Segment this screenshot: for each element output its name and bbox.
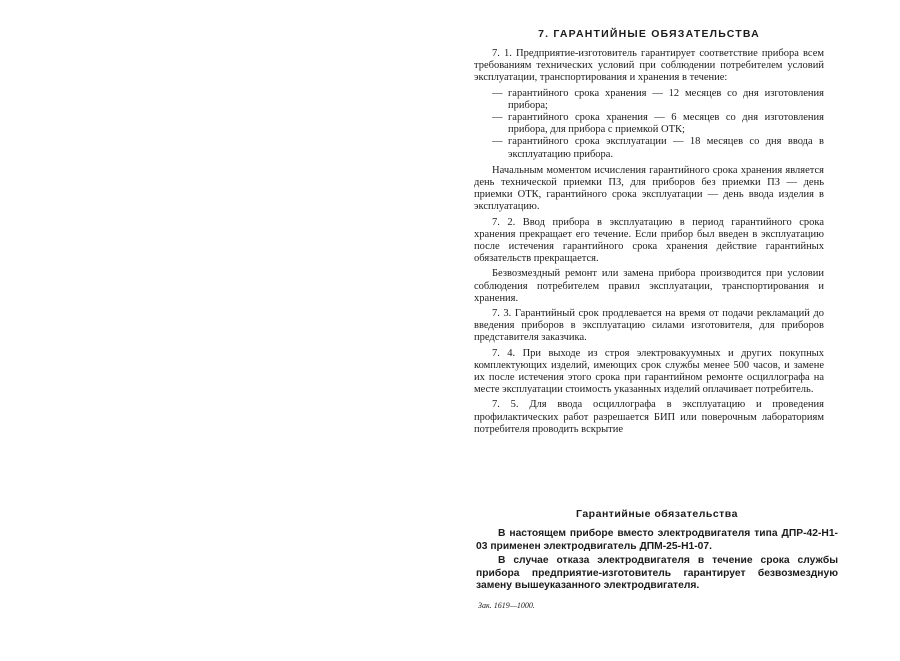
paragraph-start-moment: Начальным моментом исчисления гарантийного срока хранения является день технической приемки ПЗ, для приборов без приемки ПЗ — день приемки ОТК, гарантийного срока эксплуатации — день ввода изделия в эксплуатацию. — [474, 164, 824, 213]
dash: — — [492, 112, 503, 124]
list-item — [474, 136, 824, 160]
paragraph-7-2: 7. 2. Ввод прибора в эксплуатацию в период гарантийного срока хранения прекращает его течение. Если прибор был введен в эксплуатацию после истечения гарантийного срока хранения действие гарантийных обязательств прекращается. — [474, 216, 824, 265]
list-item-text: гарантийного срока хранения — 6 месяцев со дня изготовления прибора, для прибора с приемкой ОТК; — [508, 112, 824, 136]
list-item — [474, 112, 824, 136]
list-item — [474, 88, 824, 112]
paragraph-7-3: 7. 3. Гарантийный срок продлевается на время от подачи рекламаций до введения приборов в эксплуатацию силами изготовителя, для приборов представителя заказчика. — [474, 308, 824, 344]
insert-paragraph-1: В настоящем приборе вместо электродвигателя типа ДПР-42-Н1-03 применен электродвигатель ДПМ-25-Н1-07. — [476, 528, 838, 552]
paragraph-7-5: 7. 5. Для ввода осциллографа в эксплуатацию и проведения профилактических работ разрешается БИП или поверочным лабораториям потребителя проводить вскрытие — [474, 399, 824, 435]
warranty-section — [474, 28, 824, 439]
paragraph-7-4: 7. 4. При выходе из строя электровакуумных и других покупных комплектующих изделий, имеющих срок службы менее 500 часов, и замене их после истечения этого срока при гарантийном ремонте осциллографа на месте эксплуатации стоимость указанных изделий оплачивает потребитель. — [474, 347, 824, 396]
section-heading: 7. ГАРАНТИЙНЫЕ ОБЯЗАТЕЛЬСТВА — [538, 28, 760, 40]
warranty-insert — [476, 508, 838, 610]
paragraph-free-repair: Безвозмездный ремонт или замена прибора производится при условии соблюдения потребителем правил эксплуатации, транспортирования и хранения. — [474, 268, 824, 304]
dash: — — [492, 136, 503, 148]
warranty-term-list — [474, 88, 824, 161]
list-item-text: гарантийного срока хранения — 12 месяцев со дня изготовления прибора; — [508, 87, 824, 111]
insert-title: Гарантийные обязательства — [576, 508, 738, 520]
insert-paragraph-2: В случае отказа электродвигателя в течение срока службы прибора предприятие-изготовитель гарантирует безвозмездную замену вышеуказанного электродвигателя. — [476, 555, 838, 592]
list-item-text: гарантийного срока эксплуатации — 18 месяцев со дня ввода в эксплуатацию прибора. — [508, 136, 824, 160]
dash: — — [492, 87, 503, 99]
order-note: Зак. 1619—1000. — [478, 600, 535, 610]
paragraph-7-1: 7. 1. Предприятие-изготовитель гарантирует соответствие прибора всем требованиям технических условий при соблюдении потребителем условий эксплуатации, транспортирования и хранения в течение: — [474, 48, 824, 84]
